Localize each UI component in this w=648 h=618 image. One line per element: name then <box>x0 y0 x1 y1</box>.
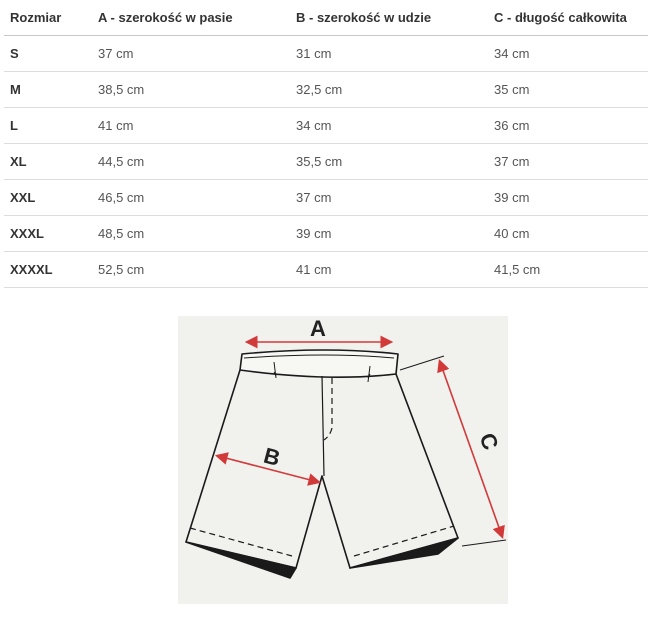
thigh-cell: 34 cm <box>290 107 488 143</box>
table-row <box>4 143 648 179</box>
waist-cell: 37 cm <box>92 35 290 71</box>
header-waist-width: A - szerokość w pasie <box>92 0 290 35</box>
thigh-cell: 37 cm <box>290 179 488 215</box>
table-row <box>4 35 648 71</box>
waist-cell: 44,5 cm <box>92 143 290 179</box>
header-size: Rozmiar <box>4 0 92 35</box>
size-cell: XXL <box>4 179 92 215</box>
shorts-measurement-diagram <box>178 316 508 604</box>
shorts-diagram-svg <box>178 316 508 604</box>
length-cell: 36 cm <box>488 107 648 143</box>
header-total-length: C - długość całkowita <box>488 0 648 35</box>
waist-cell: 41 cm <box>92 107 290 143</box>
thigh-cell: 41 cm <box>290 251 488 287</box>
thigh-cell: 32,5 cm <box>290 71 488 107</box>
table-header-row <box>4 0 648 35</box>
size-table <box>4 0 648 288</box>
thigh-cell: 39 cm <box>290 215 488 251</box>
thigh-cell: 31 cm <box>290 35 488 71</box>
table-row <box>4 107 648 143</box>
length-cell: 40 cm <box>488 215 648 251</box>
length-cell: 35 cm <box>488 71 648 107</box>
table-row <box>4 71 648 107</box>
size-cell: XL <box>4 143 92 179</box>
length-cell: 41,5 cm <box>488 251 648 287</box>
length-cell: 39 cm <box>488 179 648 215</box>
label-c: C <box>474 429 504 454</box>
size-cell: S <box>4 35 92 71</box>
waist-cell: 48,5 cm <box>92 215 290 251</box>
waist-cell: 38,5 cm <box>92 71 290 107</box>
length-cell: 34 cm <box>488 35 648 71</box>
thigh-cell: 35,5 cm <box>290 143 488 179</box>
extension-lines <box>400 356 506 546</box>
waist-cell: 52,5 cm <box>92 251 290 287</box>
table-row <box>4 179 648 215</box>
header-thigh-width: B - szerokość w udzie <box>290 0 488 35</box>
size-cell: XXXL <box>4 215 92 251</box>
table-row <box>4 215 648 251</box>
size-cell: M <box>4 71 92 107</box>
waist-cell: 46,5 cm <box>92 179 290 215</box>
table-row <box>4 251 648 287</box>
arrow-c-icon <box>440 362 502 536</box>
shorts-outline-icon <box>186 350 458 578</box>
label-a: A <box>310 316 326 341</box>
size-cell: L <box>4 107 92 143</box>
length-cell: 37 cm <box>488 143 648 179</box>
label-b: B <box>261 442 283 471</box>
size-cell: XXXXL <box>4 251 92 287</box>
